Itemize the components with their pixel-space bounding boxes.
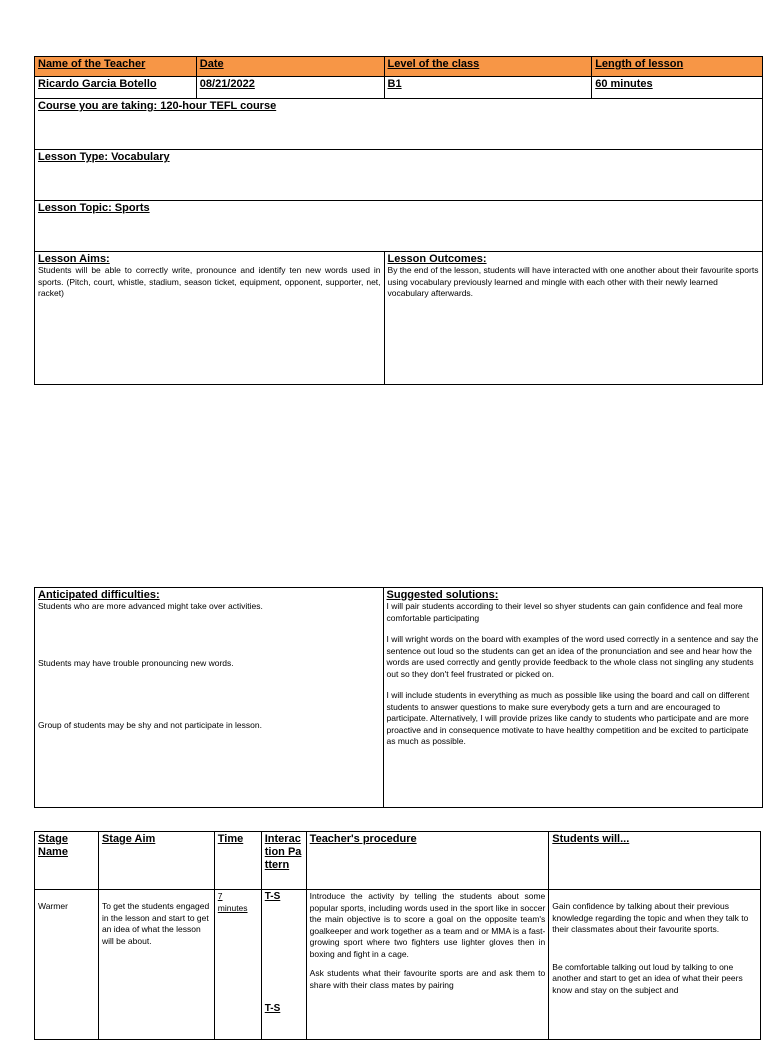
header-label-row [35, 57, 763, 77]
teacher-value: Ricardo Garcia Botello [35, 77, 197, 99]
difficulties-table [34, 587, 763, 808]
teachers-procedure-header: Teacher's procedure [306, 832, 549, 890]
time-header: Time [214, 832, 261, 890]
lesson-aims-title: Lesson Aims: [38, 253, 110, 265]
teacher-label: Name of the Teacher [35, 57, 197, 77]
procedure-header-row [35, 832, 761, 890]
solutions-title: Suggested solutions: [386, 589, 499, 601]
lesson-type-field: Lesson Type: Vocabulary [35, 150, 763, 201]
stage-aim-header: Stage Aim [98, 832, 214, 890]
lesson-outcomes-title: Lesson Outcomes: [387, 253, 487, 265]
difficulties-cell [35, 588, 384, 808]
lesson-info-table [34, 56, 763, 385]
time-number: 7 [217, 891, 223, 901]
difficulty-item: Group of students may be shy and not participate in lesson. [38, 720, 262, 730]
interaction-pattern: T-S [264, 1002, 281, 1014]
stage-aim: To get the students engaged in the lesson and start to get an idea of what the lesson will be about. [101, 901, 210, 946]
solutions-cell [383, 588, 762, 808]
stage-name-header: Stage Name [35, 832, 99, 890]
students-text: Be comfortable talking out loud by talking to one another and start to get an idea of what their peers know and stay on the subject and [552, 961, 743, 995]
lesson-outcomes-cell [384, 252, 762, 385]
students-will-header: Students will... [549, 832, 761, 890]
date-label: Date [196, 57, 384, 77]
date-value: 08/21/2022 [196, 77, 384, 99]
stage-aim-cell [98, 890, 214, 1040]
time-cell [214, 890, 261, 1040]
solution-item: I will include students in everything as much as possible like using the board and call on different students to answer questions to make sure everybody gets a turn and are encouraged to participate. Alternatively, I will provide prizes like candy to students who participate and are more proactive and in consequence motivate to have healthy competition and be excited to participate as much as possible. [386, 690, 750, 746]
length-label: Length of lesson [592, 57, 763, 77]
time-unit: minutes [217, 902, 248, 913]
solution-item: I will pair students according to their level so shyer students can gain confidence and feal more comfortable participating [386, 601, 743, 623]
difficulty-item: Students may have trouble pronouncing new words. [38, 657, 234, 668]
solution-item: I will wright words on the board with examples of the word used correctly in a sentence and say the sentence out loud so the students can get an idea of the pronunciation and see and hear how the words are used correctly and gently provide feedback to the whole class not singling any students out so they don't feel frustrated or picked on. [386, 634, 759, 679]
procedure-text: Introduce the activity by telling the students about some popular sports, including words used in the sport like in soccer the main objective is to score a goal on the opposite team's goalkeeper and work together as a team and or MMA is a fast-growing sport where two fighters use lighter gloves then in boxing and fight in a cage. [309, 891, 546, 959]
length-value: 60 minutes [592, 77, 763, 99]
procedure-text: Ask students what their favourite sports are and ask them to share with their class mates by pairing [309, 968, 546, 990]
procedure-cell [306, 890, 549, 1040]
interaction-pattern: T-S [264, 891, 281, 902]
stage-name-cell [35, 890, 99, 1040]
lesson-aims-text: Students will be able to correctly write, pronounce and identify ten new words used in sports. (Pitch, court, whistle, stadium, season ticket, equipment, opponent, supporter, net, racket) [38, 265, 381, 298]
students-text: Gain confidence by talking about their previous knowledge regarding the topic and when they talk to their classmates about their favourite sports. [552, 901, 749, 934]
interaction-pattern-header: Interaction Pattern [261, 832, 306, 890]
difficulties-title: Anticipated difficulties: [38, 589, 160, 601]
header-value-row [35, 77, 763, 99]
table-row [35, 890, 761, 1040]
course-field: Course you are taking: 120-hour TEFL course [35, 99, 763, 150]
level-value: B1 [384, 77, 592, 99]
stage-name: Warmer [38, 901, 68, 911]
lesson-outcomes-text: By the end of the lesson, students will have interacted with one another about their favourite sports using vocabulary previously learned and mingle with each other with their newly learned vocabulary afterwards. [387, 265, 759, 298]
interaction-cell [261, 890, 306, 1040]
lesson-topic-field: Lesson Topic: Sports [35, 201, 763, 252]
procedure-table [34, 831, 761, 1040]
students-cell [549, 890, 761, 1040]
level-label: Level of the class [384, 57, 592, 77]
lesson-aims-cell [35, 252, 385, 385]
difficulty-item: Students who are more advanced might take over activities. [38, 601, 263, 611]
